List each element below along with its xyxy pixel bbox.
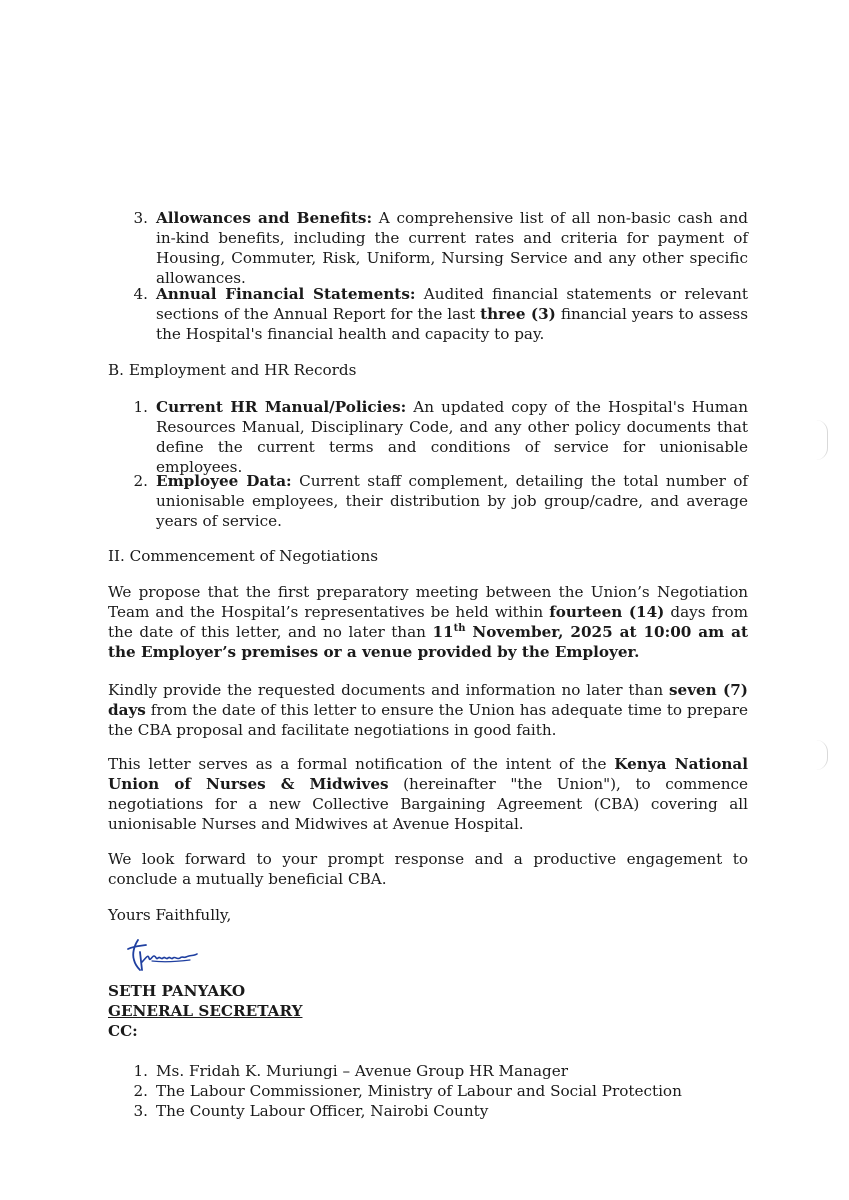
item-heading: Employee Data:: [156, 472, 292, 490]
cc-item: Ms. Fridah K. Muriungi – Avenue Group HR Manager: [156, 1062, 568, 1080]
cc-item: The County Labour Officer, Nairobi County: [156, 1102, 489, 1120]
paragraph: We look forward to your prompt response and a productive engagement to conclude a mutually beneficial CBA.: [108, 850, 748, 888]
item-number: 2.: [133, 1082, 148, 1100]
signatory-name: SETH PANYAKO: [108, 982, 246, 1000]
scan-artifact: [815, 420, 828, 460]
item-text: Allowances and Benefits: A comprehensive list of all non-basic cash and in-kind benefits, including the current rates and criteria for payment of Housing, Commuter, Risk, Uniform, Nursing Service and any other specific allowances.: [156, 209, 748, 287]
salutation: Yours Faithfully,: [108, 906, 232, 924]
section-heading: B. Employment and HR Records: [108, 361, 357, 379]
section-heading: II. Commencement of Negotiations: [108, 547, 379, 565]
paragraph: We propose that the first preparatory meeting between the Union’s Negotiation Team and the Hospital’s representatives be held within fourteen (14) days from the date of this letter, and no later than 11th November, 2025 at 10:00 am at the Employer’s premises or a venue provided by the Employer.: [108, 583, 749, 661]
item-text: Current HR Manual/Policies: An updated copy of the Hospital's Human Resources Manual, Disciplinary Code, and any other policy documents that define the current terms and conditions of service for unionisable employees.: [156, 398, 748, 476]
item-heading: Current HR Manual/Policies:: [156, 398, 407, 416]
item-text: Annual Financial Statements: Audited financial statements or relevant sections of the Annual Report for the last three (3) financial years to assess the Hospital's financial health and capacity to pay.: [156, 285, 748, 343]
item-heading: Annual Financial Statements:: [156, 285, 416, 303]
item-text: Employee Data: Current staff complement, detailing the total number of unionisable employees, their distribution by job group/cadre, and average years of service.: [156, 472, 749, 530]
signatory-title: GENERAL SECRETARY: [108, 1002, 303, 1020]
item-number: 1.: [133, 398, 148, 416]
paragraph: This letter serves as a formal notification of the intent of the Kenya National Union of Nurses & Midwives (hereinafter "the Union"), to commence negotiations for a new Collective Bargaining Agreement (CBA) covering all unionisable Nurses and Midwives at Avenue Hospital.: [108, 755, 748, 833]
signature: [124, 934, 204, 974]
item-number: 3.: [133, 209, 148, 227]
scan-artifact: [815, 740, 828, 770]
item-number: 2.: [133, 472, 148, 490]
item-number: 4.: [133, 285, 148, 303]
cc-label: CC:: [108, 1022, 138, 1040]
item-heading: Allowances and Benefits:: [156, 209, 373, 227]
paragraph: Kindly provide the requested documents and information no later than seven (7) days from the date of this letter to ensure the Union has adequate time to prepare the CBA proposal and facilitate negotiations in good faith.: [108, 681, 748, 739]
item-number: 1.: [133, 1062, 148, 1080]
cc-item: The Labour Commissioner, Ministry of Labour and Social Protection: [156, 1082, 682, 1100]
item-number: 3.: [133, 1102, 148, 1120]
